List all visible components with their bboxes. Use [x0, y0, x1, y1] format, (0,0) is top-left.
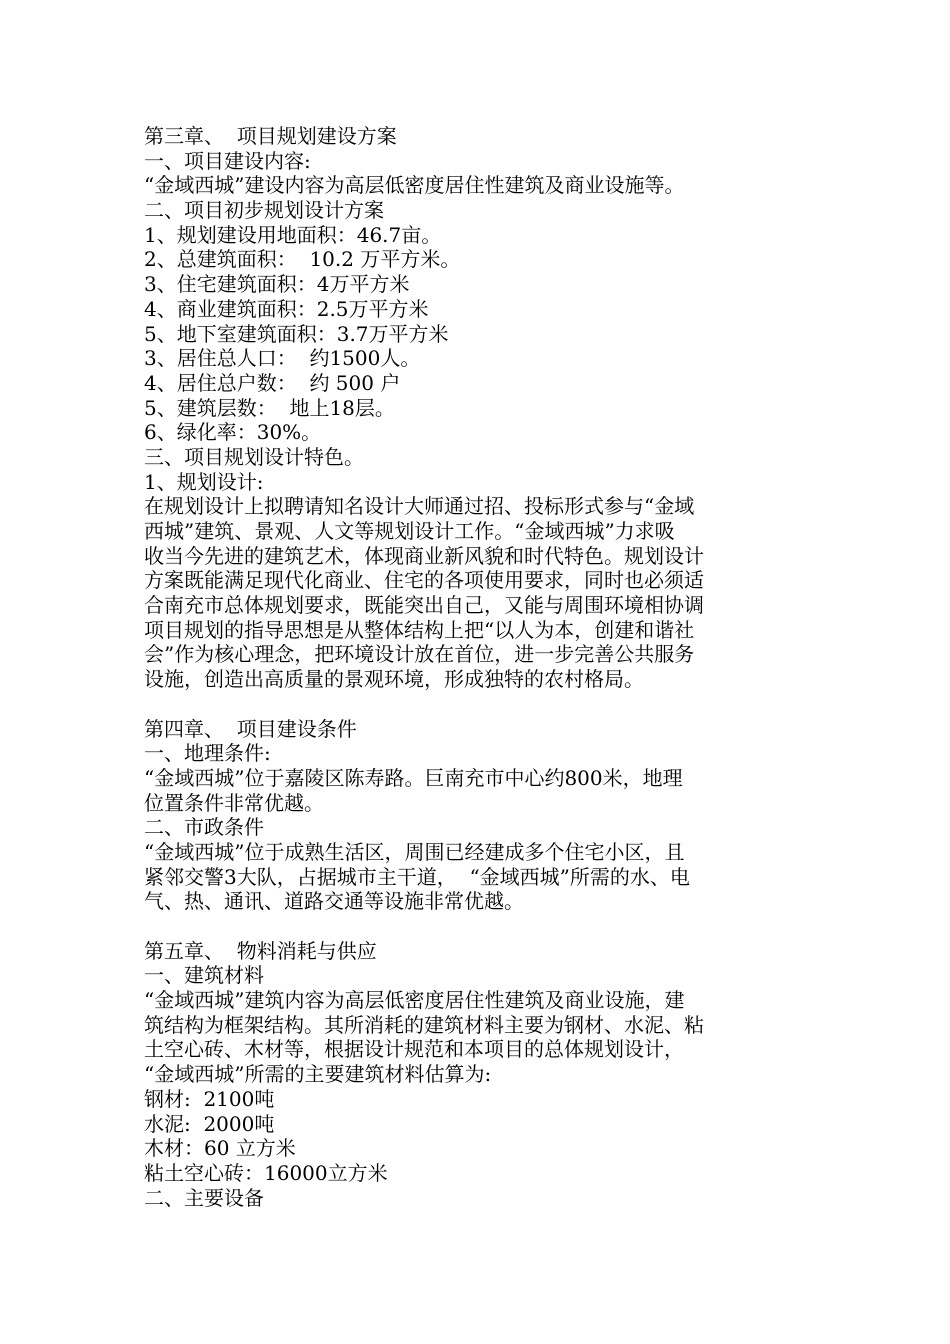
section-heading: 二、主要设备 [144, 1185, 264, 1210]
document-page [144, 124, 824, 1210]
paragraph-line: 设施，创造出高质量的景观环境，形成独特的农村格局。 [144, 667, 644, 692]
paragraph-line: “金域西城”位于嘉陵区陈寿路。巨南充市中心约800米，地理 [144, 765, 683, 790]
material-item: 粘土空心砖：16000立方米 [144, 1160, 388, 1185]
chapter-5-title: 第五章、 物料消耗与供应 [144, 938, 377, 963]
paragraph-line: “金域西城”所需的主要建筑材料估算为: [144, 1062, 492, 1087]
list-item: 3、居住总人口： 约1500人。 [144, 346, 421, 371]
section-heading: 三、项目规划设计特色。 [144, 444, 364, 469]
paragraph-line: 位置条件非常优越。 [144, 790, 324, 815]
chapter-4-title: 第四章、 项目建设条件 [144, 716, 357, 741]
section-heading: 二、市政条件 [144, 815, 264, 840]
paragraph-line: 筑结构为框架结构。其所消耗的建筑材料主要为钢材、水泥、粘 [144, 1012, 704, 1037]
paragraph-line: 合南充市总体规划要求，既能突出自己，又能与周围环境相协调 [144, 593, 704, 618]
list-item: 2、总建筑面积： 10.2 万平方米。 [144, 247, 461, 272]
list-item: 4、居住总户数： 约 500 户 [144, 370, 401, 395]
spacer [144, 914, 824, 939]
paragraph-line: 紧邻交警3大队，占据城市主干道， “金域西城”所需的水、电 [144, 864, 690, 889]
list-item: 5、建筑层数： 地上18层。 [144, 395, 395, 420]
material-item: 木材：60 立方米 [144, 1136, 296, 1161]
chapter-3-title: 第三章、 项目规划建设方案 [144, 124, 397, 148]
section-heading: 一、项目建设内容: [144, 148, 311, 173]
paragraph-line: 在规划设计上拟聘请知名设计大师通过招、投标形式参与“金域 [144, 494, 695, 519]
paragraph-line: “金域西城”建筑内容为高层低密度居住性建筑及商业设施，建 [144, 988, 685, 1013]
paragraph-line: 收当今先进的建筑艺术，体现商业新风貌和时代特色。规划设计 [144, 543, 704, 568]
list-item: 4、商业建筑面积：2.5万平方米 [144, 296, 429, 321]
spacer [144, 692, 824, 717]
list-item: 1、规划建设用地面积：46.7亩。 [144, 222, 442, 247]
subsection-heading: 1、规划设计: [144, 469, 264, 494]
list-item: 3、住宅建筑面积：4万平方米 [144, 272, 410, 297]
paragraph-line: 气、热、通讯、道路交通等设施非常优越。 [144, 889, 524, 914]
material-item: 水泥: 2000吨 [144, 1111, 275, 1136]
paragraph-line: 方案既能满足现代化商业、住宅的各项使用要求，同时也必须适 [144, 568, 704, 593]
paragraph-line: 土空心砖、木材等，根据设计规范和本项目的总体规划设计， [144, 1037, 684, 1062]
paragraph-line: “金域西城”建设内容为高层低密度居住性建筑及商业设施等。 [144, 173, 685, 198]
list-item: 5、地下室建筑面积：3.7万平方米 [144, 321, 449, 346]
paragraph-line: 项目规划的指导思想是从整体结构上把“以人为本，创建和谐社 [144, 617, 695, 642]
section-heading: 二、项目初步规划设计方案 [144, 198, 384, 223]
paragraph-line: “金域西城”位于成熟生活区，周围已经建成多个住宅小区，且 [144, 839, 685, 864]
paragraph-line: 会”作为核心理念，把环境设计放在首位，进一步完善公共服务 [144, 642, 695, 667]
material-item: 钢材: 2100吨 [144, 1086, 275, 1111]
paragraph-line: 西城”建筑、景观、人文等规划设计工作。“金域西城”力求吸 [144, 519, 675, 543]
section-heading: 一、地理条件: [144, 741, 271, 766]
section-heading: 一、建筑材料 [144, 963, 264, 988]
list-item: 6、绿化率：30%。 [144, 420, 322, 445]
